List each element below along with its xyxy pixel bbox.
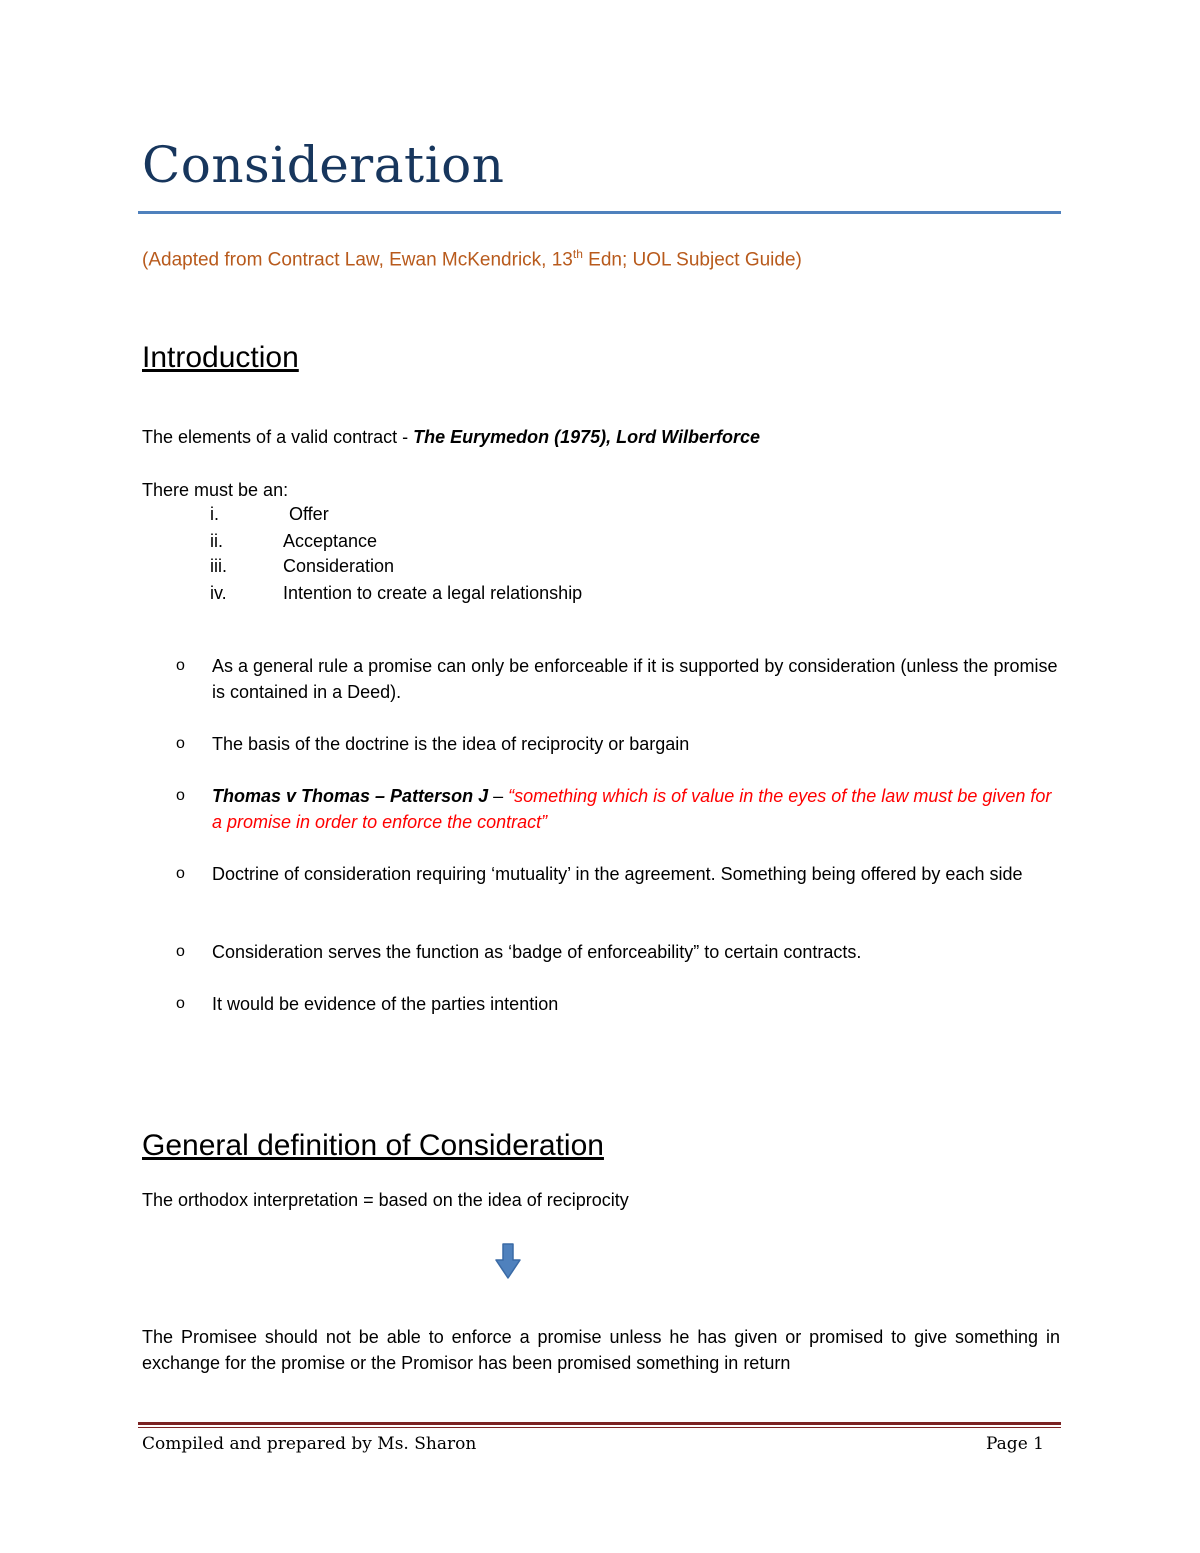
must-be-text: There must be an: [142, 480, 289, 500]
promisee-paragraph: The Promisee should not be able to enforce a promise unless he has given or promised to give something in exchange for the promise or the Promisor has been promised something in return [142, 1327, 1060, 1373]
bullet-general-rule: As a general rule a promise can only be enforceable if it is supported by consideration (unless the promise is contained in a Deed). [212, 656, 1058, 702]
subtitle-sup: th [572, 247, 583, 261]
bullet-badge: Consideration serves the function as ‘badge of enforceability” to certain contracts. [212, 942, 862, 962]
orthodox-text: The orthodox interpretation = based on the idea of reciprocity [142, 1190, 629, 1210]
bullet-marker: o [176, 657, 185, 674]
list-number: iv. [210, 583, 227, 603]
bullet-basis: The basis of the doctrine is the idea of reciprocity or bargain [212, 734, 690, 754]
down-arrow-icon [494, 1242, 522, 1280]
list-item: Offer [289, 504, 329, 524]
list-item: Consideration [283, 556, 395, 576]
list-number: i. [210, 504, 219, 524]
elements-line [142, 425, 760, 450]
thomas-case: Thomas v Thomas – Patterson J [212, 786, 489, 806]
bullet-thomas [212, 783, 1060, 835]
introduction-heading: Introduction [142, 341, 299, 374]
bullet-marker: o [176, 943, 185, 960]
footer-rule-thin [138, 1427, 1061, 1428]
list-number: iii. [210, 556, 227, 576]
bullet-marker: o [176, 865, 185, 882]
footer-credit: Compiled and prepared by Ms. Sharon [142, 1434, 477, 1454]
thomas-dash: – [488, 786, 509, 806]
subtitle-pre: (Adapted from Contract Law, Ewan McKendrick, 13 [142, 249, 573, 271]
bullet-evidence: It would be evidence of the parties intention [212, 994, 559, 1014]
bullet-marker: o [176, 995, 185, 1012]
title-rule [138, 211, 1061, 214]
list-item: Acceptance [283, 531, 378, 551]
subtitle-post: Edn; UOL Subject Guide) [582, 249, 802, 271]
subtitle [142, 247, 802, 271]
footer-rule [138, 1422, 1061, 1425]
bullet-marker: o [176, 735, 185, 752]
thomas-quote: “something which is of value in the eyes of the law must be given for a promise in order to enforce the contract” [212, 786, 1052, 832]
page-title: Consideration [142, 136, 505, 194]
bullet-marker: o [176, 787, 185, 804]
list-item: Intention to create a legal relationship [283, 583, 583, 603]
bullet-mutuality: Doctrine of consideration requiring ‘mutuality’ in the agreement. Something being offered by each side [212, 864, 1023, 884]
elements-text: The elements of a valid contract - [142, 427, 414, 447]
page-number: Page 1 [986, 1434, 1044, 1454]
general-heading: General definition of Consideration [142, 1129, 604, 1162]
list-number: ii. [210, 531, 223, 551]
elements-case: The Eurymedon (1975), Lord Wilberforce [413, 427, 761, 447]
